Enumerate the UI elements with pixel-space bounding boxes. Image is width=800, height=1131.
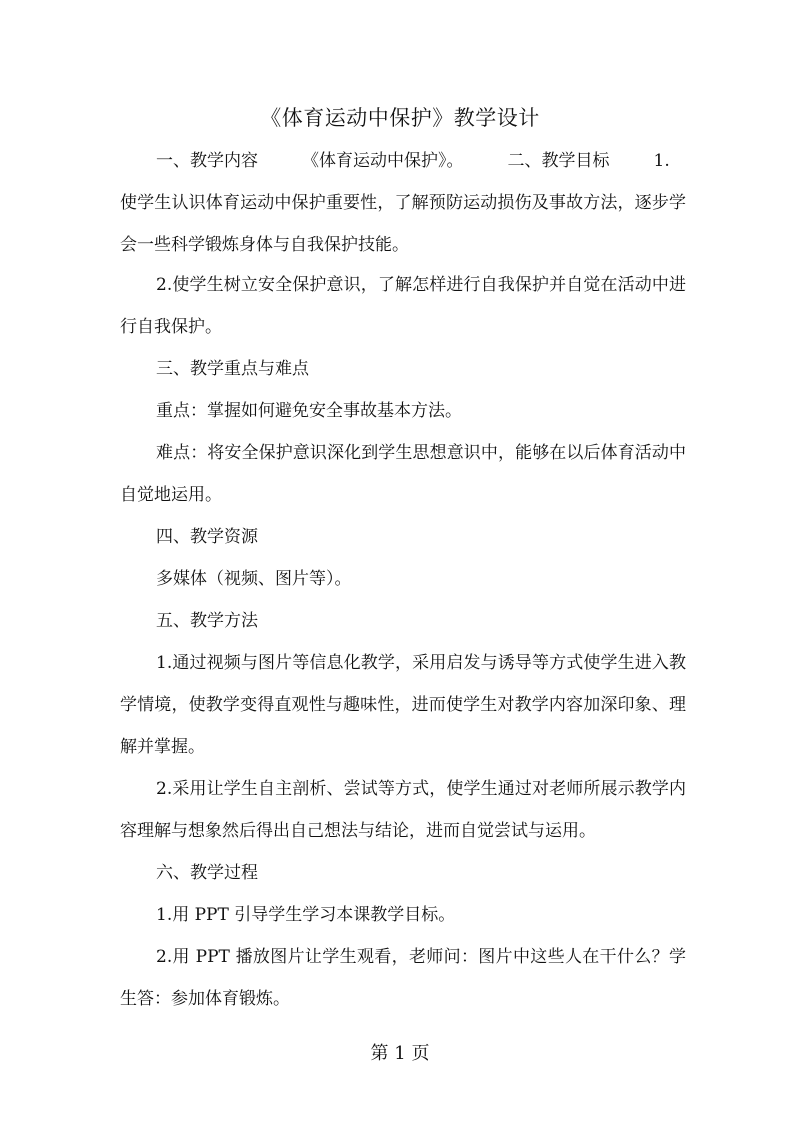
intro-row <box>120 140 686 182</box>
section-1-label: 一、教学内容 <box>156 151 258 171</box>
method-2: 2.采用让学生自主剖析、尝试等方式，使学生通过对老师所展示教学内容理解与想象然后得出自己想法与结论，进而自觉尝试与运用。 <box>120 779 686 841</box>
goal-1-text: 使学生认识体育运动中保护重要性，了解预防运动损伤及事故方法，逐步学会一些科学锻炼身体与自我保护技能。 <box>120 193 686 255</box>
process-1: 1.用 PPT 引导学生学习本课教学目标。 <box>156 905 456 925</box>
section-2-label: 二、教学目标 <box>507 151 610 171</box>
goal-1-number: 1. <box>653 151 670 171</box>
difficulty: 难点：将安全保护意识深化到学生思想意识中，能够在以后体育活动中自觉地运用。 <box>120 443 686 505</box>
goal-2-text: 2.使学生树立安全保护意识，了解怎样进行自我保护并自觉在活动中进行自我保护。 <box>120 275 686 337</box>
document-title: 《体育运动中保护》教学设计 <box>260 106 540 130</box>
page-number: 第 1 页 <box>370 1043 430 1064</box>
resources: 多媒体（视频、图片等）。 <box>156 569 352 589</box>
section-5-heading: 五、教学方法 <box>156 611 258 631</box>
section-4-heading: 四、教学资源 <box>156 527 258 547</box>
section-6-heading: 六、教学过程 <box>156 863 258 883</box>
process-2: 2.用 PPT 播放图片让学生观看，老师问：图片中这些人在干什么？学生答：参加体育锻炼。 <box>120 947 686 1009</box>
key-point: 重点：掌握如何避免安全事故基本方法。 <box>156 401 462 421</box>
section-3-heading: 三、教学重点与难点 <box>156 359 309 379</box>
method-1: 1.通过视频与图片等信息化教学，采用启发与诱导等方式使学生进入教学情境，使教学变得直观性与趣味性，进而使学生对教学内容加深印象、理解并掌握。 <box>120 653 686 757</box>
section-1-content: 《体育运动中保护》。 <box>302 151 464 171</box>
